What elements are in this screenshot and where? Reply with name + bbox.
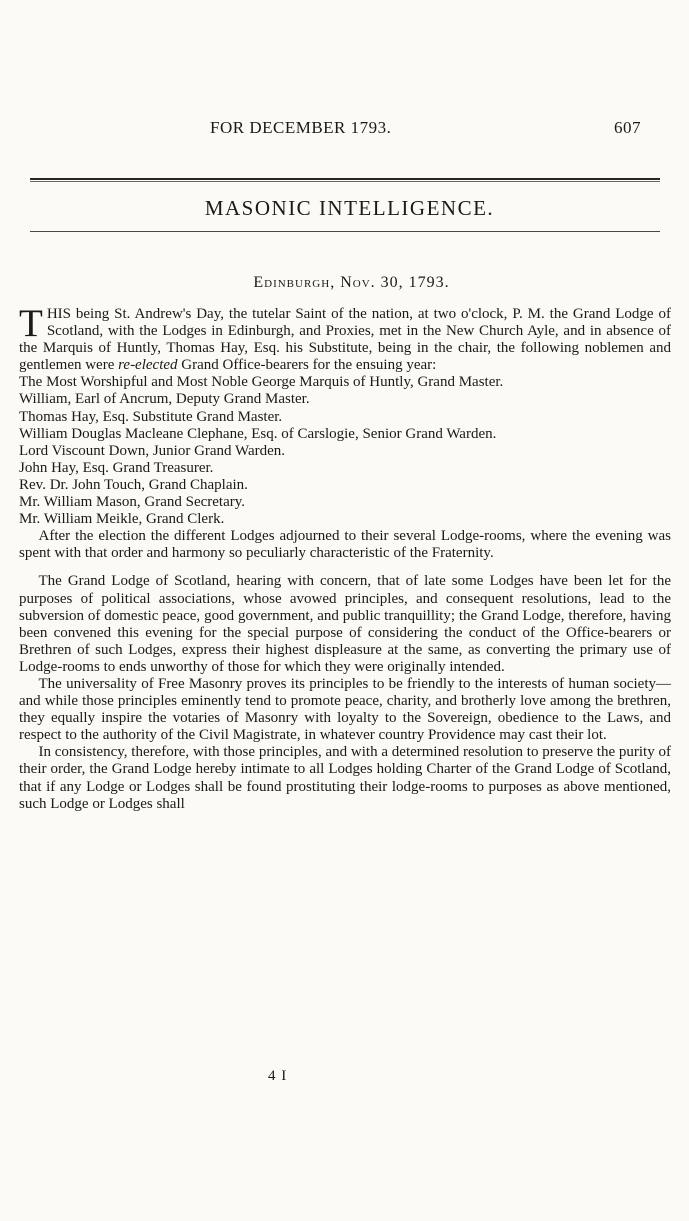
- officer-entry: Thomas Hay, Esq. Substitute Grand Master.: [19, 408, 283, 425]
- opening-paragraph: [19, 302, 671, 374]
- title-rule: [30, 231, 660, 232]
- after-election-paragraph: After the election the different Lodges adjourned to their several Lodge-rooms, where the evening was spent with that order and harmony so peculiarly characteristic of the Fraternity.: [19, 528, 671, 562]
- officer-list: [19, 374, 671, 528]
- running-head: [0, 118, 689, 142]
- resolution-paragraph-2: The universality of Free Masonry proves its principles to be friendly to the interests of human society—and while those principles eminently tend to promote peace, charity, and brotherly love among the brethren, they equally inspire the votaries of Masonry with loyalty to the Sovereign, obedience to the Laws, and respect to the authority of the Civil Magistrate, in whatever country Providence may cast their lot.: [19, 675, 671, 744]
- officer-entry: John Hay, Esq. Grand Treasurer.: [19, 459, 214, 476]
- officer-entry: The Most Worshipful and Most Noble George Marquis of Huntly, Grand Master.: [19, 374, 504, 391]
- page-number: 607: [614, 118, 641, 137]
- opening-text-end: Grand Office-bearers for the ensuing year:: [181, 357, 437, 374]
- signature-mark: 4 I: [268, 1068, 288, 1084]
- running-title: FOR DECEMBER 1793.: [210, 118, 392, 137]
- officer-entry: Rev. Dr. John Touch, Grand Chaplain.: [19, 476, 248, 493]
- opening-text: HIS being St. Andrew's Day, the tutelar Saint of the nation, at two o'clock, P. M. the Grand Lodge of Scotland, with the Lodges in Edinburgh, and Proxies, met in the New Church Ayle, and in absence of the Marquis of Huntly, Thomas Hay, Esq. his Substitute, being in the chair, the following noblemen and gentlemen were: [19, 306, 671, 374]
- header-rule: [30, 178, 660, 180]
- officer-entry: William, Earl of Ancrum, Deputy Grand Master.: [19, 391, 310, 408]
- officer-entry: William Douglas Macleane Clephane, Esq. of Carslogie, Senior Grand Warden.: [19, 425, 497, 442]
- officer-entry: Mr. William Mason, Grand Secretary.: [19, 494, 246, 511]
- dateline: Edinburgh, Nov. 30, 1793.: [253, 274, 450, 291]
- resolution-paragraph-3: In consistency, therefore, with those principles, and with a determined resolution to preserve the purity of their order, the Grand Lodge hereby intimate to all Lodges holding Charter of the Grand Lodge of Scotland, that if any Lodge or Lodges shall be found prostituting their lodge-rooms to purposes as above mentioned, such Lodge or Lodges shall: [19, 744, 671, 812]
- article-body: [19, 302, 671, 813]
- section-title: MASONIC INTELLIGENCE.: [204, 196, 495, 220]
- drop-cap: T: [19, 302, 43, 345]
- resolution-paragraph-1: The Grand Lodge of Scotland, hearing with concern, that of late some Lodges have been let for the purposes of political associations, whose avowed principles, and consequent resolutions, lead to the subversion of domestic peace, good government, and public tranquillity; the Grand Lodge, therefore, having been convened this evening for the special purpose of considering the conduct of the Office-bearers or Brethren of such Lodges, express their highest displeasure at the same, as converting the primary use of Lodge-rooms to ends unworthy of those for which they were originally intended.: [19, 573, 671, 675]
- opening-italic: re-elected: [118, 357, 178, 374]
- header-rule-thin: [30, 181, 660, 182]
- officer-entry: Mr. William Meikle, Grand Clerk.: [19, 511, 225, 528]
- officer-entry: Lord Viscount Down, Junior Grand Warden.: [19, 442, 286, 459]
